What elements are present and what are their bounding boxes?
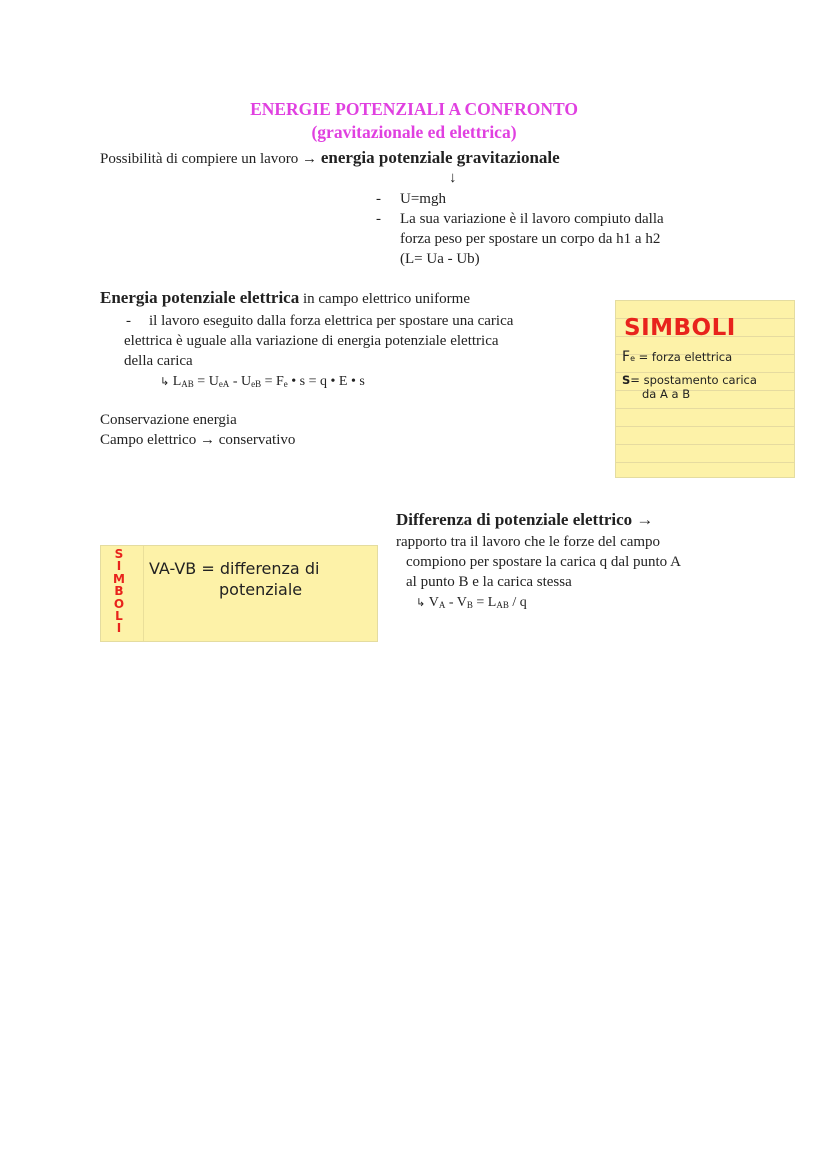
conservation-line-2: Campo elettrico → conservativo: [100, 432, 296, 448]
formula-minus: - U: [229, 374, 252, 389]
formula-U2-sub: eB: [251, 379, 262, 389]
grav-item-2-line2: forza peso per spostare un corpo da h1 a h2: [400, 231, 661, 247]
arrow-down-icon: ↓: [449, 170, 457, 186]
intro-bold: energia potenziale gravitazionale: [320, 148, 560, 167]
diff-formula-V1-sub: A: [438, 600, 446, 610]
page-title: ENERGIE POTENZIALI A CONFRONTO: [250, 99, 578, 119]
diff-formula-arrow-icon: ↳: [416, 596, 429, 609]
diff-formula-eq: = L: [472, 595, 497, 610]
formula-arrow-icon: ↳: [160, 375, 173, 388]
symbol-S-text: = spostamento carica: [630, 373, 757, 387]
conservation-line-1: Conservazione energia: [100, 412, 237, 428]
diff-line-3: al punto B e la carica stessa: [406, 574, 572, 590]
intro-text: Possibilità di compiere un lavoro →: [100, 151, 321, 167]
symbols-note-row3: da A a B: [642, 387, 691, 401]
diff-heading: Differenza di potenziale elettrico →: [396, 510, 654, 529]
formula-L-sub: AB: [181, 379, 194, 389]
symbol-F: F: [622, 349, 631, 365]
elec-formula: [160, 372, 365, 394]
vertical-letter: I: [116, 559, 122, 574]
elec-heading-bold: Energia potenziale elettrica: [100, 288, 300, 307]
diff-formula-V1: V: [428, 595, 439, 610]
elec-dash: -: [126, 313, 131, 329]
grav-item-2-line3: (L= Ua - Ub): [400, 251, 480, 267]
vertical-letter: L: [115, 609, 123, 624]
grav-dash-1: -: [376, 191, 381, 207]
grav-item-2-line1: La sua variazione è il lavoro compiuto dalla: [400, 211, 664, 227]
symbols-note-title: SIMBOLI: [624, 315, 736, 341]
grav-item-1: U=mgh: [400, 191, 446, 207]
potential-note-line-2: potenziale: [219, 580, 303, 599]
symbol-F-text: = forza elettrica: [634, 350, 733, 364]
vertical-letter: M: [113, 571, 125, 586]
formula-eq2: = F: [261, 374, 284, 389]
formula-eq1: = U: [193, 374, 219, 389]
elec-heading-rest: in campo elettrico uniforme: [299, 291, 470, 307]
symbol-S: S: [622, 373, 631, 387]
elec-line-1: il lavoro eseguito dalla forza elettrica per spostare una carica: [149, 313, 514, 329]
elec-line-2: elettrica è uguale alla variazione di energia potenziale elettrica: [124, 333, 499, 349]
diff-formula: [416, 593, 527, 615]
symbols-note-row2: [622, 373, 757, 387]
symbols-note: [615, 300, 795, 478]
vertical-letter: I: [116, 621, 122, 636]
grav-dash-2: -: [376, 211, 381, 227]
vertical-letter: S: [114, 547, 124, 561]
symbols-note-row1: [622, 349, 732, 365]
page-subtitle: (gravitazionale ed elettrica): [311, 122, 517, 142]
diff-formula-rest: / q: [508, 595, 527, 610]
formula-L: L: [172, 374, 182, 389]
formula-rest: • s = q • E • s: [287, 374, 365, 389]
elec-heading: [100, 288, 470, 309]
vertical-letter: O: [113, 596, 125, 611]
elec-line-3: della carica: [124, 353, 193, 369]
formula-F-sub: e: [283, 379, 288, 389]
potential-note: [100, 545, 378, 642]
diff-line-2: compiono per spostare la carica q dal punto A: [406, 554, 681, 570]
symbol-F-sub: e: [630, 354, 635, 363]
diff-line-1: rapporto tra il lavoro che le forze del campo: [396, 534, 661, 550]
intro-line: [100, 148, 560, 169]
diff-formula-L-sub: AB: [496, 600, 509, 610]
vertical-letter: B: [114, 584, 124, 599]
potential-note-line-1: VA-VB = differenza di: [149, 559, 320, 578]
potential-note-vertical-label: [111, 548, 127, 635]
formula-U1-sub: eA: [218, 379, 230, 389]
diff-formula-minus: - V: [445, 595, 467, 610]
diff-formula-V2-sub: B: [466, 600, 473, 610]
